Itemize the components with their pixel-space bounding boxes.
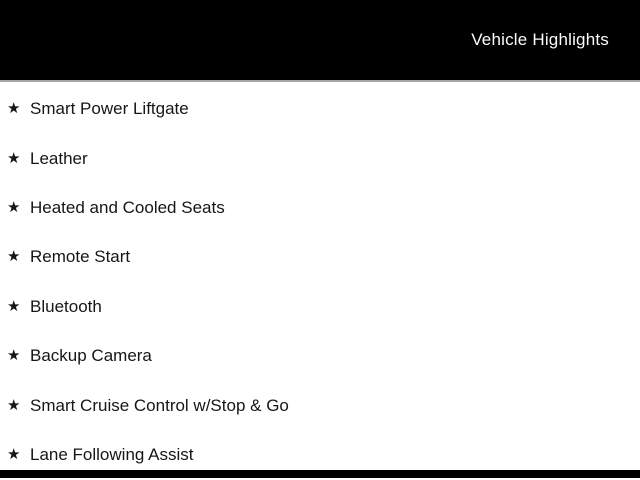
star-icon: ★ bbox=[7, 297, 21, 315]
list-item bbox=[0, 84, 640, 133]
feature-label: Remote Start bbox=[30, 247, 131, 267]
list-item bbox=[0, 232, 640, 281]
page-title: Vehicle Highlights bbox=[471, 30, 609, 49]
feature-label: Smart Power Liftgate bbox=[30, 99, 189, 119]
list-item bbox=[0, 133, 640, 182]
feature-label: Bluetooth bbox=[30, 296, 102, 316]
feature-list bbox=[0, 84, 640, 479]
star-icon: ★ bbox=[7, 149, 21, 167]
list-item bbox=[0, 183, 640, 232]
footer-bar bbox=[0, 470, 640, 478]
star-icon: ★ bbox=[7, 198, 21, 216]
star-icon: ★ bbox=[7, 100, 21, 118]
list-item bbox=[0, 331, 640, 380]
feature-label: Smart Cruise Control w/Stop & Go bbox=[30, 395, 289, 415]
star-icon: ★ bbox=[7, 248, 21, 266]
list-item bbox=[0, 282, 640, 331]
list-item bbox=[0, 380, 640, 429]
star-icon: ★ bbox=[7, 396, 21, 414]
feature-label: Backup Camera bbox=[30, 346, 152, 366]
feature-label: Leather bbox=[30, 148, 88, 168]
feature-label: Heated and Cooled Seats bbox=[30, 197, 225, 217]
feature-label: Lane Following Assist bbox=[30, 444, 194, 464]
header-bar bbox=[0, 0, 640, 82]
star-icon: ★ bbox=[7, 445, 21, 463]
star-icon: ★ bbox=[7, 347, 21, 365]
